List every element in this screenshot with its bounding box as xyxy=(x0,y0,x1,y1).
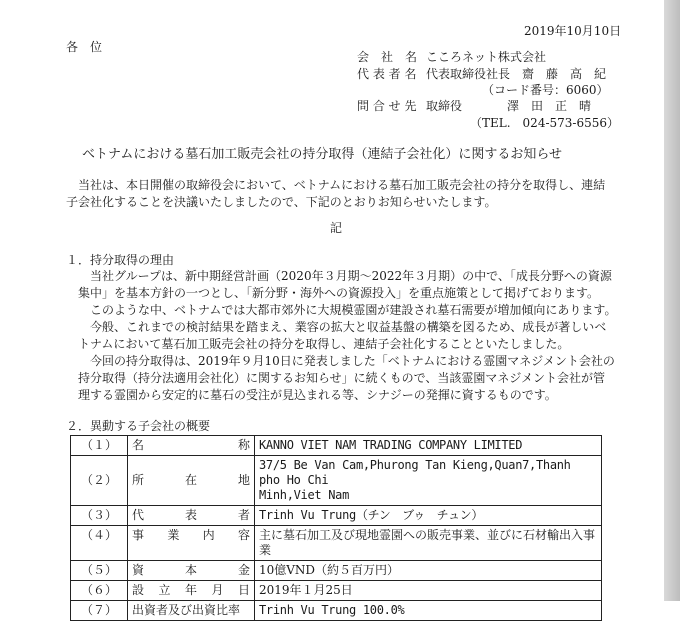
body-line: 当社グループは、新中期経営計画（2020年３月期～2022年３月期）の中で、「成長分野への資源 xyxy=(90,269,612,283)
row-value: Trinh Vu Trung 100.0% xyxy=(255,601,602,621)
viewer-scroll-edge xyxy=(664,0,680,601)
body-line: 理する霊園から安定的に墓石の受注が見込まれる等、シナジーの発揮に資するものです。 xyxy=(78,388,557,402)
body-line: 集中」を基本方針の一つとし、「新分野・海外への資源投入」を重点施策として掲げております。 xyxy=(78,286,600,300)
document-title: ベトナムにおける墓石加工販売会社の持分取得（連結子会社化）に関するお知らせ xyxy=(82,147,562,162)
label-char: 金 xyxy=(237,563,250,577)
row-label: 出資者及び出資比率 xyxy=(128,601,255,621)
row-value: KANNO VIET NAM TRADING COMPANY LIMITED xyxy=(255,436,602,456)
representative-label: 代 表 者 名 xyxy=(357,67,417,81)
section1-body xyxy=(66,268,616,404)
row-number: （６） xyxy=(71,581,128,601)
intro-paragraph xyxy=(66,177,605,211)
subsidiary-overview-table xyxy=(70,435,602,621)
body-line: トナムにおいて墓石加工販売会社の持分を取得し、連結子会社化することといたしました。 xyxy=(78,337,570,351)
value-line: Minh,Viet Nam xyxy=(259,488,350,502)
row-value: 主に墓石加工及び現地霊園への販売事業、並びに石材輸出入事業 xyxy=(255,526,602,561)
row-label xyxy=(128,506,255,526)
label-char: 事 xyxy=(132,528,145,542)
table-row xyxy=(71,526,602,561)
value-line: 37/5 Be Van Cam,Phurong Tan Kieng,Quan7,Thanh pho Ho Chi xyxy=(259,458,571,487)
label-char: 在 xyxy=(184,473,197,487)
label-char: 容 xyxy=(237,528,250,542)
row-number: （７） xyxy=(71,601,128,621)
row-number: （１） xyxy=(71,436,128,456)
table-row xyxy=(71,581,602,601)
label-char: 地 xyxy=(237,473,250,487)
body-line: このような中、ベトナムでは大都市郊外に大規模霊園が建設され墓石需要が増加傾向にあります。 xyxy=(90,303,617,317)
label-char: 資 xyxy=(132,563,145,577)
row-value: Trinh Vu Trung（チン ブゥ チュン） xyxy=(255,506,602,526)
securities-code: （コード番号：6060） xyxy=(482,83,609,97)
label-char: 年 xyxy=(184,583,197,597)
contact-name: 澤 田 正 晴 xyxy=(507,99,592,113)
body-line: 今般、これまでの検討結果を踏まえ、業容の拡大と収益基盤の構築を図るため、成長が著しいベ xyxy=(90,320,607,334)
label-char: 立 xyxy=(158,583,171,597)
row-label xyxy=(128,561,255,581)
contact-telephone: （TEL. 024-573-6556） xyxy=(470,116,620,130)
release-date: 2019年10月10日 xyxy=(524,24,622,38)
company-label: 会 社 名 xyxy=(357,50,418,64)
body-line: 持分取得（持分法適用会社化）に関するお知らせ」に続くもので、当該霊園マネジメント会社が管 xyxy=(78,371,606,385)
row-number: （４） xyxy=(71,526,128,561)
label-char: 表 xyxy=(184,508,197,522)
label-char: 業 xyxy=(167,528,180,542)
body-line: 今回の持分取得は、2019年９月10日に発表しました「ベトナムにおける霊園マネジメント会社の xyxy=(90,354,615,368)
row-value: 10億VND（約５百万円） xyxy=(255,561,602,581)
label-char: 月 xyxy=(211,583,224,597)
row-value: 2019年１月25日 xyxy=(255,581,602,601)
intro-line: 当社は、本日開催の取締役会において、ベトナムにおける墓石加工販売会社の持分を取得し、連結 xyxy=(78,178,606,192)
section1-heading: １．持分取得の理由 xyxy=(66,253,175,267)
row-label xyxy=(128,456,255,506)
row-label xyxy=(128,581,255,601)
label-char: 代 xyxy=(132,508,145,522)
table-row xyxy=(71,506,602,526)
label-char: 所 xyxy=(132,473,145,487)
row-number: （５） xyxy=(71,561,128,581)
table-row xyxy=(71,561,602,581)
row-value xyxy=(255,456,602,506)
label-char: 内 xyxy=(202,528,215,542)
label-char: 設 xyxy=(132,583,145,597)
addressee: 各 位 xyxy=(66,40,103,54)
table-row xyxy=(71,436,602,456)
row-number: （３） xyxy=(71,506,128,526)
table-row xyxy=(71,456,602,506)
label-char: 称 xyxy=(237,438,250,452)
contact-role: 取締役 xyxy=(426,99,463,113)
label-char: 者 xyxy=(237,508,250,522)
section2-heading: ２．異動する子会社の概要 xyxy=(66,419,211,433)
row-number: （２） xyxy=(71,456,128,506)
label-char: 名 xyxy=(132,438,145,452)
ki-heading: 記 xyxy=(330,221,343,235)
intro-line: 子会社化することを決議いたしましたので、下記のとおりお知らせいたします。 xyxy=(66,195,497,209)
row-label xyxy=(128,436,255,456)
label-char: 日 xyxy=(237,583,250,597)
table-row xyxy=(71,601,602,621)
contact-label: 問 合 せ 先 xyxy=(357,99,417,113)
company-name: こころネット株式会社 xyxy=(426,50,547,64)
label-char: 本 xyxy=(184,563,197,577)
representative-name: 代表取締役社長 齋 藤 高 紀 xyxy=(426,67,607,81)
row-label xyxy=(128,526,255,561)
